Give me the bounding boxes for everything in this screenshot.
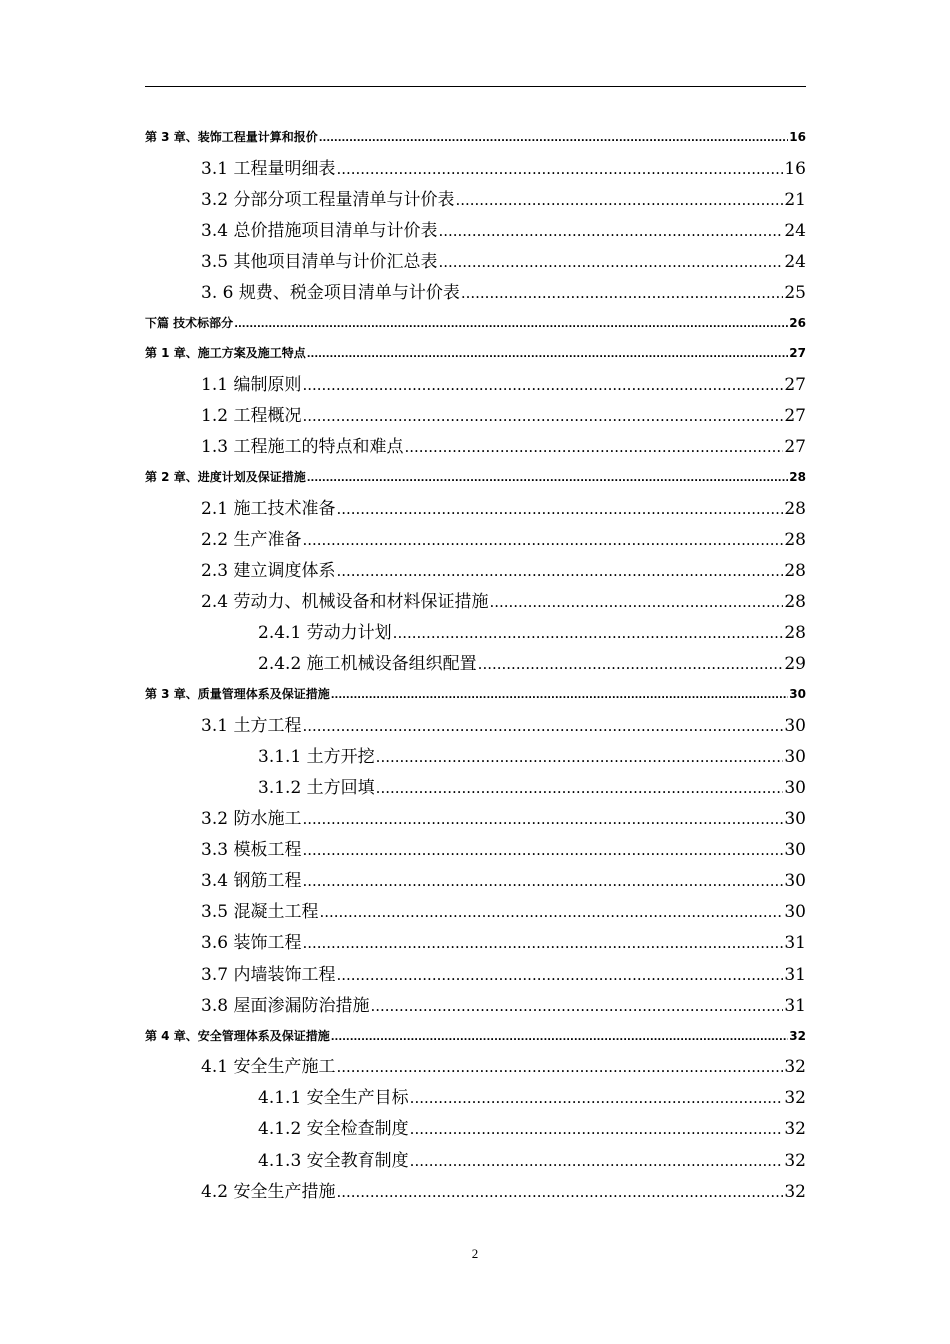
toc-subsection-entry[interactable] [145, 1080, 806, 1111]
toc-section-entry[interactable] [145, 522, 806, 553]
toc-entry-page: 28 [784, 498, 806, 519]
toc-dot-leader [234, 319, 788, 330]
toc-entry-page: 16 [789, 130, 806, 144]
toc-chapter-entry[interactable] [145, 306, 806, 337]
toc-entry-page: 30 [789, 687, 806, 702]
toc-chapter-entry[interactable] [145, 1019, 806, 1050]
toc-dot-leader [302, 531, 783, 549]
toc-dot-leader [302, 407, 783, 425]
toc-entry-title: 第 1 章、施工方案及施工特点 [145, 346, 306, 361]
toc-dot-leader [336, 1183, 783, 1201]
toc-entry-title: 3.2 防水施工 [201, 809, 302, 830]
toc-entry-title: 4.1 安全生产施工 [201, 1057, 336, 1078]
toc-dot-leader [336, 500, 783, 518]
toc-subsection-entry[interactable] [145, 770, 806, 801]
toc-dot-leader [336, 562, 783, 580]
toc-dot-leader [478, 655, 784, 673]
toc-entry-page: 25 [784, 282, 806, 303]
toc-entry-title: 2.4.1 劳动力计划 [258, 623, 392, 644]
toc-entry-page: 32 [789, 1028, 806, 1043]
toc-entry-page: 32 [784, 1119, 806, 1140]
toc-entry-page: 30 [784, 871, 806, 892]
toc-section-entry[interactable] [145, 213, 806, 244]
toc-dot-leader [370, 997, 783, 1015]
toc-entry-title: 第 4 章、安全管理体系及保证措施 [145, 1028, 330, 1043]
toc-dot-leader [307, 349, 789, 360]
toc-entry-page: 21 [784, 189, 806, 210]
toc-section-entry[interactable] [145, 801, 806, 832]
toc-entry-page: 28 [789, 470, 806, 485]
toc-section-entry[interactable] [145, 925, 806, 956]
toc-dot-leader [376, 748, 784, 766]
toc-entry-page: 32 [784, 1181, 806, 1202]
toc-entry-title: 3.1.2 土方回填 [258, 778, 375, 798]
toc-entry-title: 2.2 生产准备 [201, 529, 302, 550]
toc-entry-page: 24 [784, 220, 806, 241]
toc-entry-page: 32 [784, 1057, 806, 1078]
toc-section-entry[interactable] [145, 988, 806, 1019]
toc-section-entry[interactable] [145, 429, 806, 460]
toc-entry-title: 3.3 模板工程 [201, 840, 302, 861]
toc-entry-title: 3.6 装饰工程 [201, 933, 302, 954]
toc-entry-page: 30 [784, 746, 806, 767]
toc-section-entry[interactable] [145, 491, 806, 522]
toc-entry-title: 第 2 章、进度计划及保证措施 [145, 470, 306, 485]
toc-entry-title: 3.4 总价措施项目清单与计价表 [201, 220, 438, 241]
toc-dot-leader [336, 160, 783, 178]
toc-entry-page: 32 [784, 1088, 806, 1109]
toc-section-entry[interactable] [145, 182, 806, 213]
toc-entry-page: 28 [784, 592, 806, 613]
toc-entry-page: 32 [784, 1150, 806, 1171]
toc-entry-page: 30 [784, 778, 806, 798]
toc-subsection-entry[interactable] [145, 1111, 806, 1142]
toc-dot-leader [455, 191, 783, 209]
toc-chapter-entry[interactable] [145, 336, 806, 367]
toc-subsection-entry[interactable] [145, 615, 806, 646]
toc-section-entry[interactable] [145, 584, 806, 615]
toc-section-entry[interactable] [145, 367, 806, 398]
toc-dot-leader [438, 222, 783, 240]
toc-dot-leader [307, 473, 789, 484]
toc-entry-page: 30 [784, 902, 806, 923]
toc-entry-title: 2.4 劳动力、机械设备和材料保证措施 [201, 592, 489, 613]
toc-dot-leader [331, 1032, 789, 1043]
toc-dot-leader [302, 376, 783, 394]
toc-entry-page: 28 [784, 529, 806, 550]
toc-entry-title: 1.3 工程施工的特点和难点 [201, 437, 404, 458]
toc-dot-leader [319, 903, 783, 921]
toc-entry-page: 29 [784, 654, 806, 675]
toc-entry-title: 2.4.2 施工机械设备组织配置 [258, 654, 477, 675]
toc-dot-leader [302, 841, 783, 859]
header-rule [145, 86, 806, 87]
toc-section-entry[interactable] [145, 1049, 806, 1080]
toc-entry-title: 第 3 章、质量管理体系及保证措施 [145, 687, 330, 702]
toc-section-entry[interactable] [145, 832, 806, 863]
toc-entry-title: 3.5 混凝土工程 [201, 902, 319, 923]
page-number: 2 [471, 1246, 479, 1261]
toc-chapter-entry[interactable] [145, 120, 806, 151]
toc-dot-leader [302, 872, 783, 890]
toc-entry-title: 1.1 编制原则 [201, 374, 302, 395]
toc-entry-page: 27 [784, 374, 806, 395]
toc-entry-page: 31 [784, 995, 806, 1016]
toc-entry-title: 4.2 安全生产措施 [201, 1181, 336, 1202]
toc-dot-leader [410, 1120, 784, 1138]
toc-dot-leader [461, 284, 784, 302]
toc-entry-page: 30 [784, 809, 806, 830]
toc-entry-title: 3.2 分部分项工程量清单与计价表 [201, 189, 455, 210]
toc-dot-leader [302, 717, 783, 735]
toc-dot-leader [331, 690, 789, 701]
toc-dot-leader [404, 438, 783, 456]
toc-entry-title: 第 3 章、装饰工程量计算和报价 [145, 130, 318, 144]
toc-entry-title: 3.1.1 土方开挖 [258, 746, 375, 767]
toc-entry-title: 4.1.3 安全教育制度 [258, 1150, 409, 1171]
toc-subsection-entry[interactable] [145, 739, 806, 770]
toc-section-entry[interactable] [145, 863, 806, 894]
toc-entry-title: 下篇 技术标部分 [145, 315, 234, 330]
toc-entry-title: 2.3 建立调度体系 [201, 560, 336, 581]
toc-dot-leader [336, 1058, 783, 1076]
toc-dot-leader [302, 934, 783, 952]
toc-dot-leader [336, 966, 783, 984]
toc-entry-page: 28 [784, 623, 806, 644]
toc-section-entry[interactable] [145, 275, 806, 306]
toc-dot-leader [489, 593, 783, 611]
toc-entry-title: 4.1.2 安全检查制度 [258, 1119, 409, 1140]
toc-dot-leader [410, 1152, 784, 1170]
toc-subsection-entry[interactable] [145, 646, 806, 677]
toc-entry-page: 31 [784, 964, 806, 985]
toc-entry-title: 3.1 土方工程 [201, 715, 302, 736]
toc-entry-page: 24 [784, 251, 806, 272]
toc-dot-leader [302, 810, 783, 828]
toc-section-entry[interactable] [145, 1174, 806, 1205]
toc-entry-title: 3.8 屋面渗漏防治措施 [201, 995, 370, 1016]
toc-entry-title: 4.1.1 安全生产目标 [258, 1088, 409, 1109]
toc-entry-page: 28 [784, 560, 806, 581]
toc-chapter-entry[interactable] [145, 677, 806, 708]
toc-entry-title: 3.5 其他项目清单与计价汇总表 [201, 251, 438, 272]
toc-section-entry[interactable] [145, 244, 806, 275]
toc-entry-page: 30 [784, 715, 806, 736]
toc-entry-page: 31 [784, 933, 806, 954]
toc-entry-title: 3. 6 规费、税金项目清单与计价表 [201, 282, 460, 303]
toc-section-entry[interactable] [145, 151, 806, 182]
toc-dot-leader [393, 624, 784, 642]
toc-entry-page: 27 [784, 406, 806, 427]
toc-section-entry[interactable] [145, 553, 806, 584]
toc-entry-title: 3.4 钢筋工程 [201, 871, 302, 892]
toc-dot-leader [410, 1089, 784, 1107]
toc-entry-title: 1.2 工程概况 [201, 406, 302, 427]
toc-entry-page: 16 [784, 158, 806, 179]
toc-entry-title: 3.1 工程量明细表 [201, 158, 336, 179]
toc-dot-leader [376, 779, 784, 797]
table-of-contents [145, 120, 806, 1205]
toc-entry-page: 27 [784, 437, 806, 458]
toc-dot-leader [319, 133, 789, 144]
toc-subsection-entry[interactable] [145, 1143, 806, 1174]
toc-entry-title: 3.7 内墙装饰工程 [201, 964, 336, 985]
toc-entry-title: 2.1 施工技术准备 [201, 498, 336, 519]
toc-dot-leader [438, 253, 783, 271]
toc-section-entry[interactable] [145, 957, 806, 988]
toc-section-entry[interactable] [145, 398, 806, 429]
toc-chapter-entry[interactable] [145, 460, 806, 491]
toc-entry-page: 26 [789, 315, 806, 330]
toc-section-entry[interactable] [145, 894, 806, 925]
toc-entry-page: 30 [784, 840, 806, 861]
toc-entry-page: 27 [789, 346, 806, 361]
toc-section-entry[interactable] [145, 708, 806, 739]
